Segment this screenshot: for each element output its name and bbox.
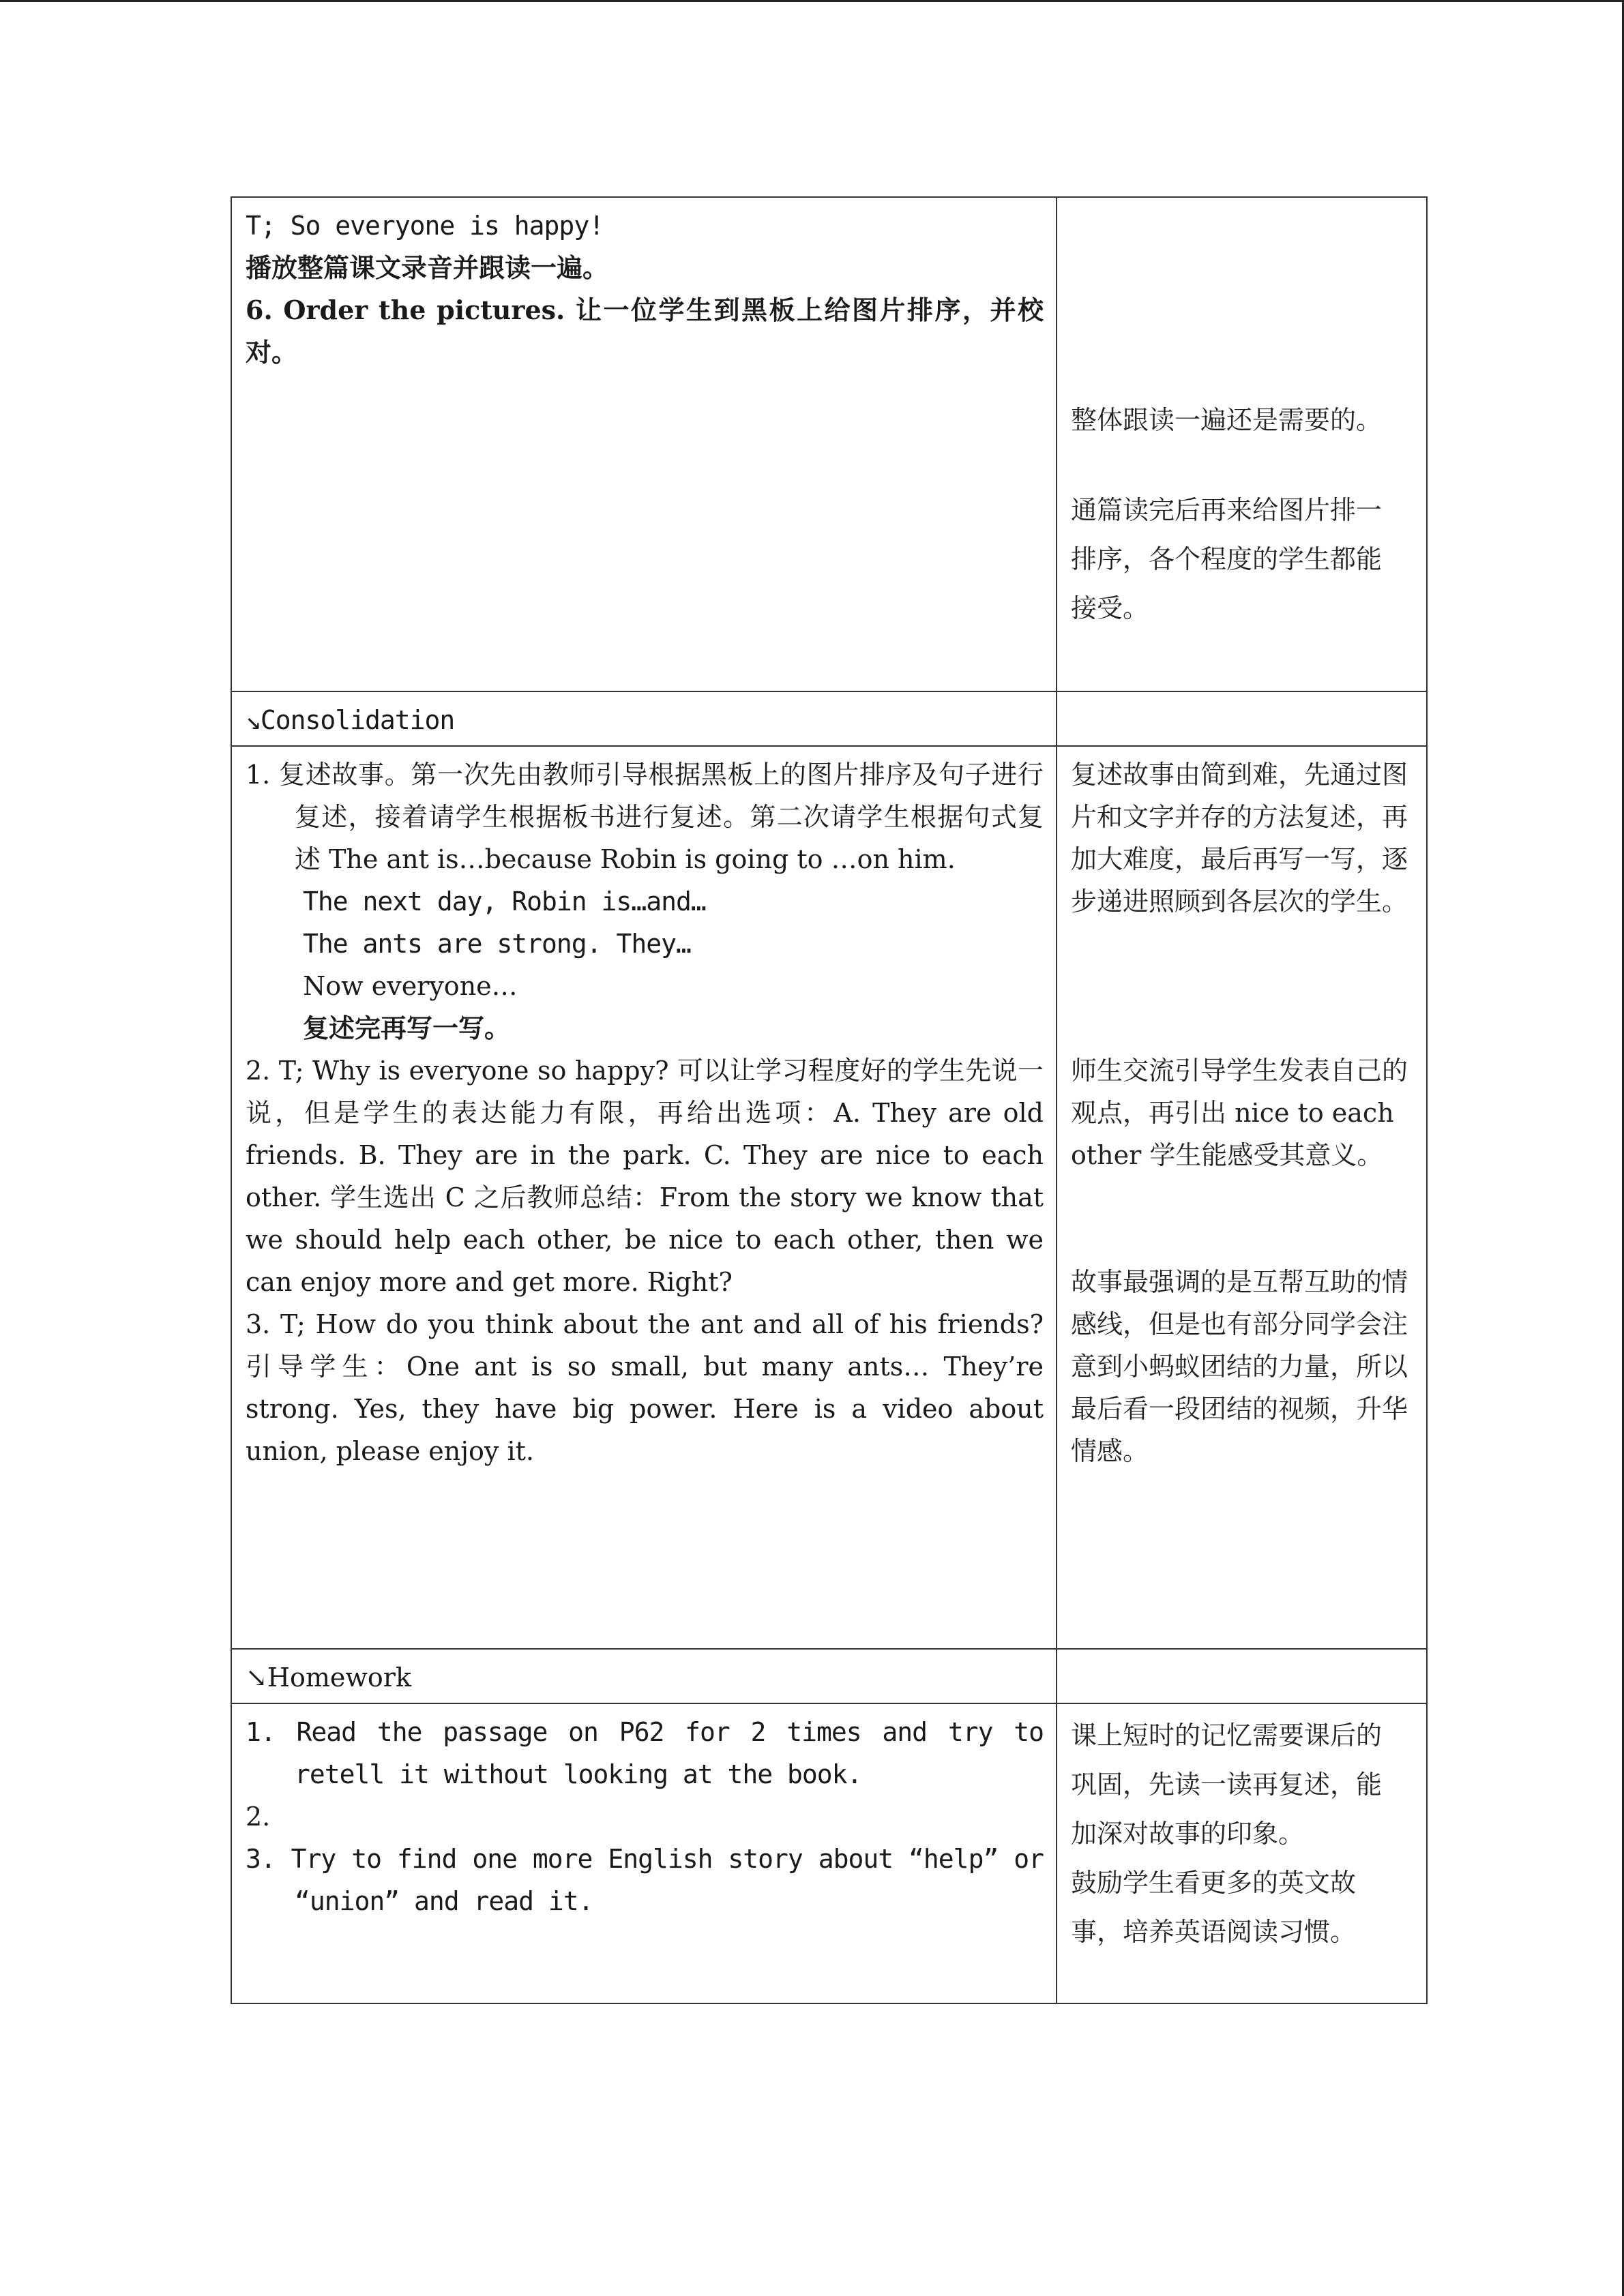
consolidation-sentence-3: Now everyone… [303, 971, 518, 1001]
intro-line-3: 6. Order the pictures. 让一位学生到黑板上给图片排序，并校对。 [246, 295, 1044, 368]
consolidation-item-3: 3. T; How do you think about the ant and all of his friends? 引导学生：One ant is so small, but many ants… They’re strong. Yes, they have big power. Here is a video about union, please enjoy it. [246, 1309, 1044, 1466]
consolidation-note-2: 师生交流引导学生发表自己的观点，再引出 nice to each other 学生能感受其意义。 [1071, 1056, 1408, 1170]
intro-line-2: 播放整篇课文录音并跟读一遍。 [246, 252, 609, 283]
homework-row [231, 1703, 1427, 2003]
consolidation-item-1: 1. 复述故事。第一次先由教师引导根据黑板上的图片排序及句子进行复述，接着请学生根据板书进行复述。第二次请学生根据句式复述 The ant is…because Robin is going to …on him. [246, 760, 1044, 874]
homework-heading-row [231, 1649, 1427, 1703]
intro-note-2: 通篇读完后再来给图片排一排序，各个程度的学生都能接受。 [1071, 495, 1383, 623]
consolidation-item-2: 2. T; Why is everyone so happy? 可以让学习程度好的学生先说一说，但是学生的表达能力有限，再给出选项：A. They are old friends. B. They are in the park. C. They are nice to each other. 学生选出 C 之后教师总结：From the story we know that we should help each other, be nice to each other, then we can enjoy more and get more. Right? [246, 1056, 1044, 1297]
consolidation-heading-note [1057, 691, 1427, 746]
homework-heading: ↘Homework [231, 1649, 1057, 1703]
homework-note-cell [1057, 1703, 1427, 2003]
intro-content-cell [231, 197, 1057, 691]
consolidation-sentence-1: The next day, Robin is…and… [303, 886, 706, 916]
consolidation-heading: ↘Consolidation [231, 691, 1057, 746]
page-top-border [0, 0, 1624, 2]
consolidation-note-1: 复述故事由简到难，先通过图片和文字并存的方法复述，再加大难度，最后再写一写，逐步递进照顾到各层次的学生。 [1071, 760, 1408, 916]
consolidation-sentence-2: The ants are strong. They… [303, 929, 691, 959]
intro-row [231, 197, 1427, 691]
homework-note-1: 课上短时的记忆需要课后的巩固，先读一读再复述，能加深对故事的印象。 [1071, 1720, 1383, 1849]
homework-heading-note [1057, 1649, 1427, 1703]
intro-note-cell [1057, 197, 1427, 691]
intro-line-1: T; So everyone is happy! [246, 211, 604, 241]
homework-item-1: 1. Read the passage on P62 for 2 times and try to retell it without looking at the book. [246, 1717, 1044, 1789]
homework-item-3: 3. Try to find one more English story about “help” or “union” and read it. [246, 1844, 1044, 1916]
consolidation-sentence-4: 复述完再写一写。 [303, 1013, 511, 1043]
lesson-plan-table [231, 196, 1428, 2004]
homework-content-cell [231, 1703, 1057, 2003]
consolidation-content-cell [231, 746, 1057, 1649]
consolidation-note-3: 故事最强调的是互帮互助的情感线，但是也有部分同学会注意到小蚂蚁团结的力量，所以最后看一段团结的视频，升华情感。 [1071, 1267, 1408, 1466]
consolidation-note-cell [1057, 746, 1427, 1649]
consolidation-row [231, 746, 1427, 1649]
consolidation-heading-row [231, 691, 1427, 746]
homework-item-2: 2. [246, 1802, 271, 1832]
homework-note-2: 鼓励学生看更多的英文故事，培养英语阅读习惯。 [1071, 1868, 1357, 1947]
intro-note-1: 整体跟读一遍还是需要的。 [1071, 405, 1383, 435]
